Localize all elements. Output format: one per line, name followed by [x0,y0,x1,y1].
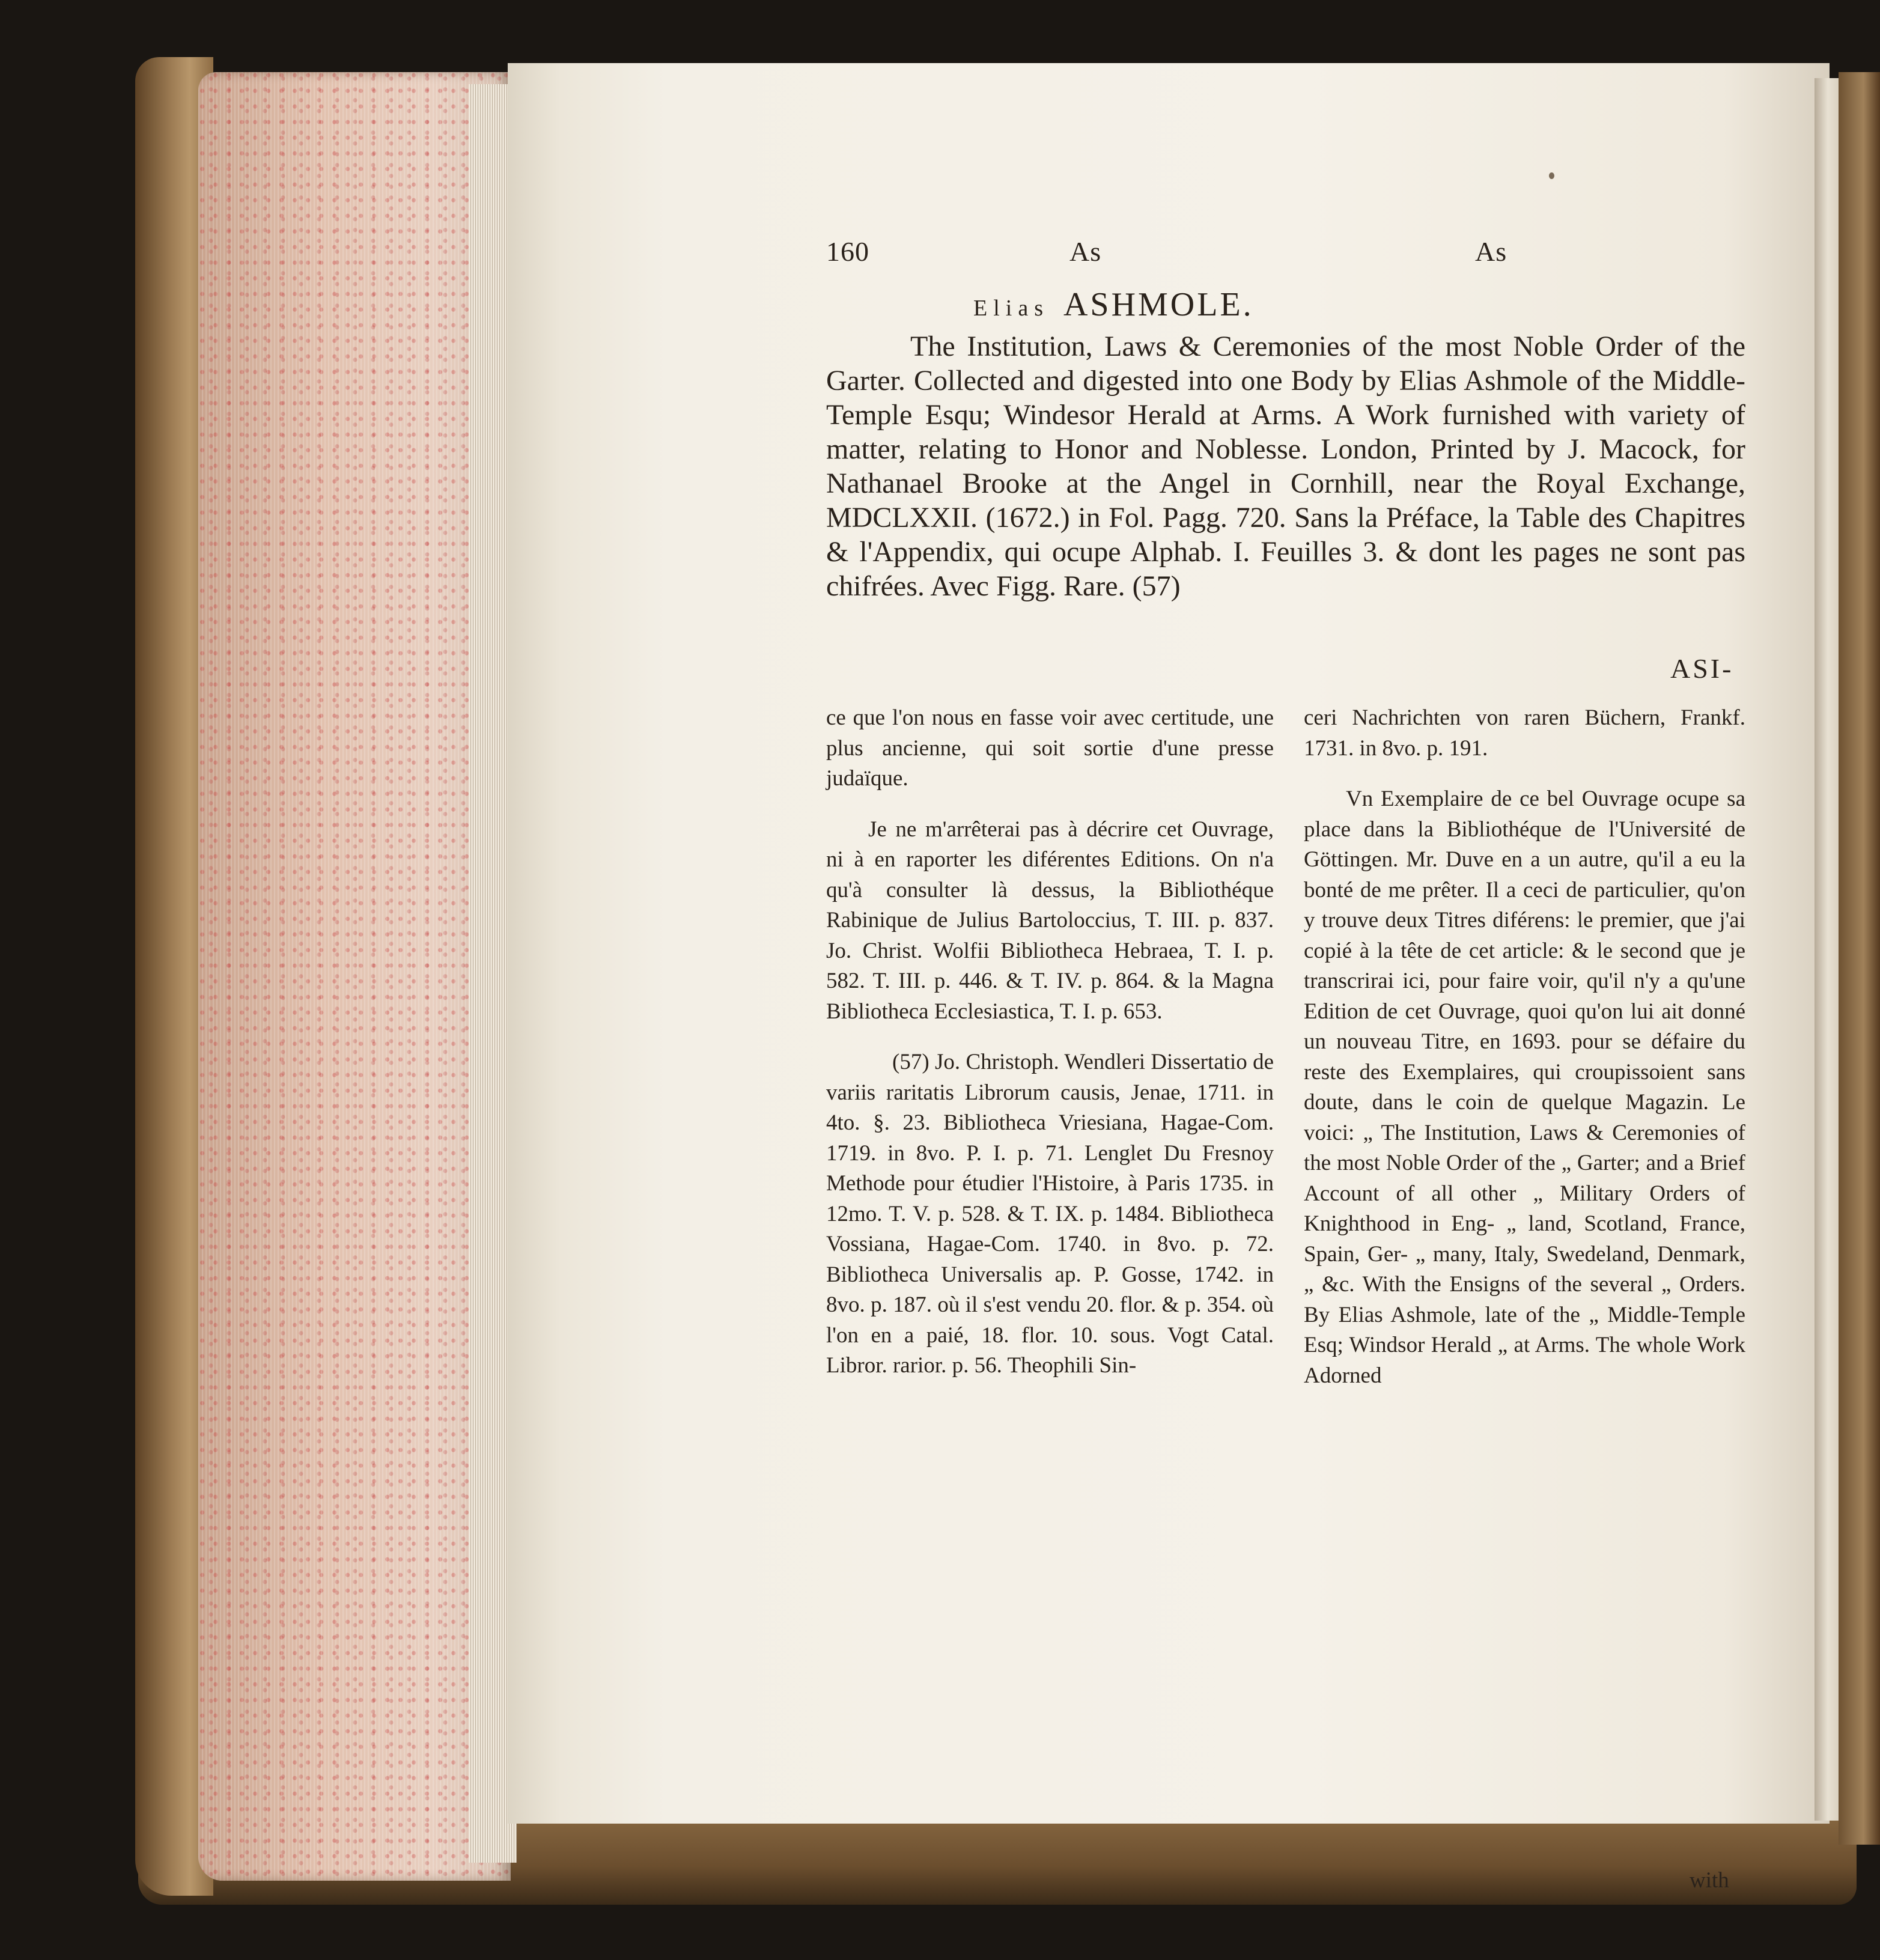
entry-title-prefix: Elias [973,296,1049,321]
entry-title [829,285,1742,324]
right-column [1304,703,1745,1391]
left-paragraph: ce que l'on nous en fasse voir avec certitude, une plus ancienne, qui soit sortie d'une presse judaïque. [826,705,1274,791]
entry-description [826,329,1745,603]
page-number: 160 [826,236,869,267]
paper-speck [1549,172,1554,179]
left-paragraph: Je ne m'arrêterai pas à décrire cet Ouvrage, ni à en raporter les diférentes Editions. On n'a qu'à consulter là dessus, la Bibliothéque Rabinique de Julius Bartoloccius, T. III. p. 837. Jo. Christ. Wolfii Bibliotheca Hebraea, T. I. p. 582. T. III. p. 446. & T. IV. p. 864. & la Magna Bibliotheca Ecclesiastica, T. I. p. 653. [826,817,1274,1024]
next-entry-head: ASI- [1670,653,1734,684]
right-paragraph: ceri Nachrichten von raren Büchern, Frankf. 1731. in 8vo. p. 191. [1304,705,1745,761]
footnote-57: (57) Jo. Christoph. Wendleri Dissertatio de variis raritatis Librorum causis, Jenae, 1711. in 4to. §. 23. Bibliotheca Vriesiana, Hagae-Com. 1719. in 8vo. P. I. p. 71. Lenglet Du Fresnoy Methode pour étudier l'Histoire, à Paris 1735. in 12mo. T. V. p. 528. & T. IX. p. 1484. Bibliotheca Vossiana, Hagae-Com. 1740. in 8vo. p. 72. Bibliotheca Universalis ap. P. Gosse, 1742. in 8vo. p. 187. où il s'est vendu 20. flor. & p. 354. où l'on en a paié, 18. flor. 10. sous. Vogt Catal. Libror. rarior. p. 56. Theophili Sin- [826,1050,1274,1378]
entry-title-main: ASHMOLE. [1063,286,1254,323]
running-head-left: As [1069,236,1102,267]
left-column [826,703,1274,1381]
catchword: with [1690,1868,1729,1893]
running-head-right: As [1475,236,1507,267]
right-paragraph: Vn Exemplaire de ce bel Ouvrage ocupe sa place dans la Bibliothéque de l'Université de Göttingen. Mr. Duve en a un autre, qu'il a eu la bonté de me prêter. Il a ceci de particulier, qu'on y trouve deux Titres diférens: le premier, que j'ai copié à la tête de cet article: & le second que je transcrirai ici, pour faire voir, qu'il n'y a qu'une Edition de cet Ouvrage, quoi qu'on lui ait donné un nouveau Titre, en 1693. pour se défaire du reste des Exemplaires, qui croupissoient sans doute, dans le coin de quelque Magazin. Le voici: „ The Institution, Laws & Ceremonies of the most Noble Order of the „ Garter; and a Brief Account of all other „ Military Orders of Knighthood in Eng- „ land, Scotland, France, Spain, Ger- „ many, Italy, Swedeland, Denmark, „ &c. With the Ensigns of the several „ Orders. By Elias Ashmole, late of the „ Middle-Temple Esq; Windsor Herald „ at Arms. The whole Work Adorned [1304,787,1745,1388]
facing-cover [1839,72,1880,1845]
page-fore-edge [198,72,511,1881]
entry-paragraph: The Institution, Laws & Ceremonies of the most Noble Order of the Garter. Collected and digested into one Body by Elias Ashmole of the Middle-Temple Esqu; Windesor Herald at Arms. A Work furnished with variety of matter, relating to Honor and Noblesse. London, Printed by J. Macock, for Nathanael Brooke at the Angel in Cornhill, near the Royal Exchange, MDCLXXII. (1672.) in Fol. Pagg. 720. Sans la Préface, la Table des Chapitres & l'Appendix, qui ocupe Alphab. I. Feuilles 3. & dont les pages ne sont pas chifrées. Avec Figg. Rare. (57) [826,330,1745,602]
